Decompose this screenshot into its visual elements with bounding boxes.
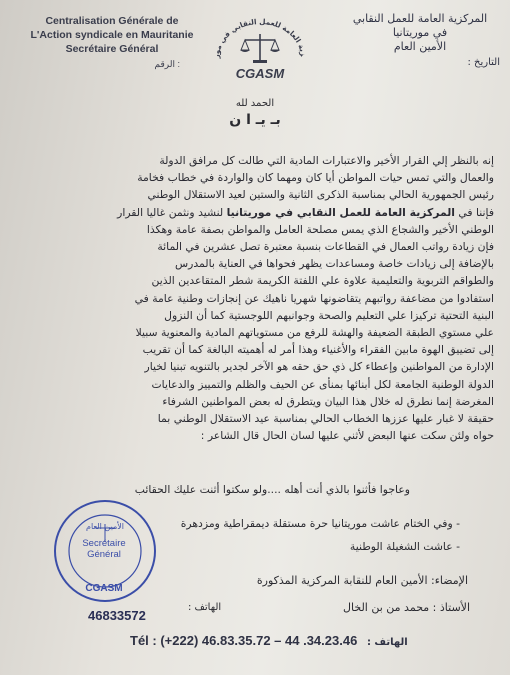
header-left-french bbox=[22, 14, 202, 71]
body-line: إنه بالنظر إلي القرار الأخير والاعتبارات المادية التي طالت كل مرافق الدولة bbox=[159, 154, 494, 167]
body-line: المغرضة إنما نطرق له خلال هذا البيان ويتطرق له بعض المواطنين الشرفاء bbox=[162, 394, 494, 408]
footer-contact bbox=[130, 633, 408, 648]
scales-logo-icon bbox=[205, 14, 315, 84]
stamp-title-ar: الأمين العام bbox=[85, 522, 125, 531]
date-label: التاريخ : bbox=[467, 57, 500, 68]
cgasm-logo bbox=[205, 14, 315, 84]
body-line4-start: فإننا في bbox=[458, 205, 494, 219]
body-line-with-org bbox=[16, 204, 494, 221]
stamp-acronym: CGASM bbox=[85, 583, 123, 594]
body-line: فإن زيادة رواتب العمال في القطاعات بنسبة معتبرة تصل عشرين في المائة bbox=[157, 240, 494, 254]
body-line: الوطني الأخير والشجاع الذي يمس مصلحة العامل والمواطن بصفة عامة وهكذا bbox=[146, 222, 494, 236]
body-line: رئيس الجمهورية الحالي بمناسبة الذكرى الثانية والستين لعيد الاستقلال الوطني bbox=[147, 188, 494, 202]
secretary-general-ar: الأمين العام bbox=[393, 40, 447, 53]
logo-arc-text: زية العامة للعمل النقابي في مور bbox=[211, 16, 308, 59]
body-org-name-bold: المركزية العامة للعمل النقابي في موريتانيا bbox=[226, 205, 455, 219]
body-line: حواه ولئن سكت عنها البعض لأثني عليها لسان الحال قال الشاعر : bbox=[200, 429, 494, 443]
stamp-fr-line2: Général bbox=[87, 549, 121, 560]
statement-body bbox=[16, 152, 494, 444]
footer-phone-label-ar: : الهاتف bbox=[366, 637, 408, 648]
body-line: الإدارة من المواطنين وإعطاء كل ذي حق حقه هو الآخر لجدير بالتنويه تبنيا لخيار bbox=[144, 360, 494, 374]
body-line: إلى تضييق الهوة مابين الفقراء والأغنياء وهذا أمر له أهميته البالغة كما أن تقريب bbox=[142, 343, 494, 357]
closing-line-1: - وفي الختام عاشت موريتانيا حرة مستقلة ديمقراطية ومزدهرة bbox=[180, 517, 460, 530]
svg-text:المركزية العامة للعمل النقابي bbox=[205, 14, 308, 60]
stamp-title-fr bbox=[64, 538, 144, 560]
phone-label-ar: الهاتف : bbox=[188, 602, 222, 613]
poetry-verse: وعاجوا فأثنوا بالذي أنت أهله ....ولو سكتوا أثنت عليك الحقائب bbox=[134, 483, 410, 496]
header-right-arabic bbox=[340, 12, 500, 70]
body-line: بالإضافة إلى زيادات خاصة ومساعدات يظهر فحواها في العناية بالمدرس bbox=[174, 257, 494, 271]
org-name-ar-line2: في موريتانيا bbox=[392, 26, 448, 39]
body-line: حقيقة لا غبار عليها عززها الخطاب الحالي بمناسبة عيد الاستقلال الوطني بما bbox=[157, 412, 494, 426]
footer-telephone: Tél : (+222) 46.83.35.72 – 44 .34.23.46 bbox=[130, 633, 358, 648]
org-name-fr-line1: Centralisation Générale de bbox=[45, 15, 179, 27]
closing-line-2: - عاشت الشغيلة الوطنية bbox=[349, 540, 460, 553]
secretary-general-fr: Secrétaire Général bbox=[65, 43, 159, 55]
body-line: استفادوا من مضاعفة رواتبهم يتقاضونها شهريا ناهيك عن إنجازات وطنية عامة في bbox=[134, 291, 494, 305]
body-line: الدولة الوطنية الجامعة لكل أبنائها بمنأى عن الحيف والظلم والتمييز والدعايات bbox=[151, 377, 494, 391]
document-title: بـ يـ ا ن bbox=[229, 112, 281, 128]
body-line: والطواقم التربوية والتعليمية علاوة علي اللفتة الكريمة شطر المتقاعدين الذين bbox=[151, 274, 494, 288]
handwritten-phone-number: 46833572 bbox=[88, 608, 146, 623]
stamp-fr-line1: Secrétaire bbox=[82, 538, 126, 549]
org-name-fr-line2: L'Action syndicale en Mauritanie bbox=[30, 29, 194, 41]
org-name-ar-line1: المركزية العامة للعمل النقابي bbox=[352, 12, 488, 25]
reference-number-label: الرقم : bbox=[154, 59, 180, 69]
body-line: البنية التحتية تركيزا علي التعليم والصحة وجوانبهم اللوجستية كما أن النزول bbox=[164, 308, 494, 322]
logo-acronym: CGASM bbox=[235, 66, 285, 81]
body-line: علي مستوي الطبقة الضعيفة والهشة للرفع من مستوياتهم المادية والمعنوية سبيلا bbox=[135, 326, 494, 340]
professor-name: الأستاذ : محمد من بن الخال bbox=[343, 601, 470, 614]
body-line: والعمال والتي تمس حيات المواطن أيا كان ومهما كان والواردة في خطاب فخامة bbox=[137, 171, 494, 185]
body-line4-end: لنشيد ونثمن غاليا القرار bbox=[117, 205, 224, 219]
opening-praise: الحمد لله bbox=[235, 98, 275, 109]
signature-line: الإمضاء: الأمين العام للنقابة المركزية المذكورة bbox=[256, 574, 468, 587]
